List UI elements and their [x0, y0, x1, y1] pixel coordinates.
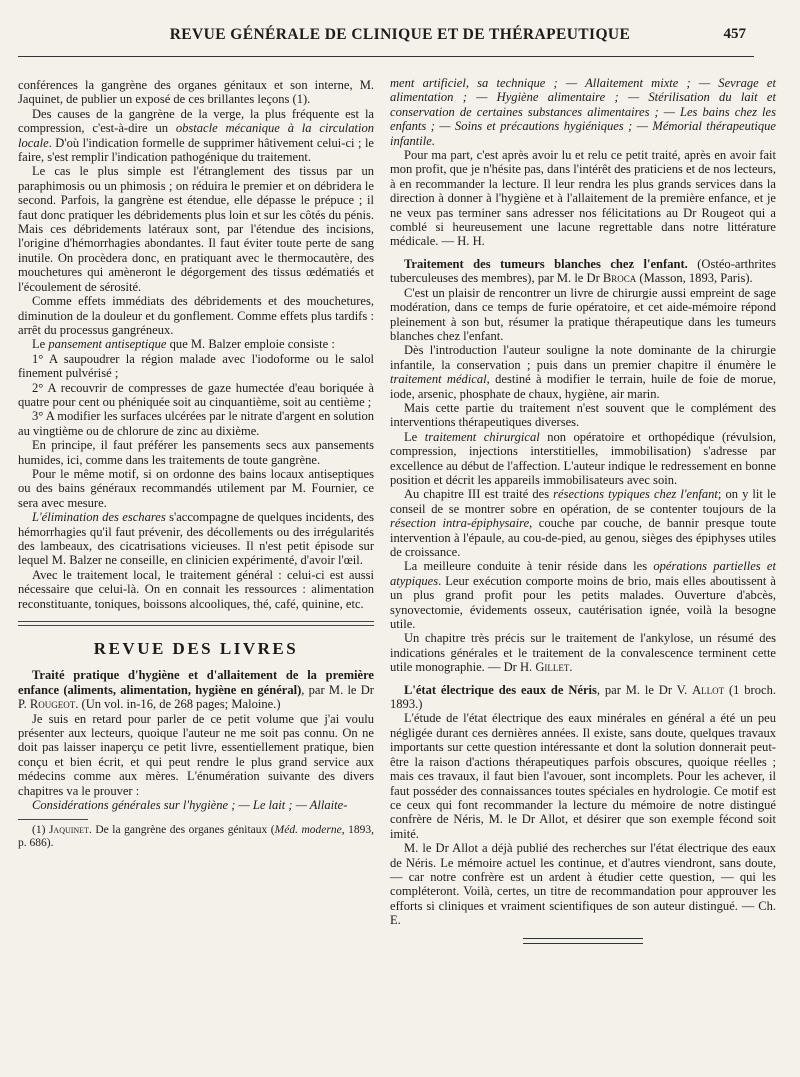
text: . D'où l'indication formelle de supprimer hâtivement celui-ci ; le faire, s'est remplir l'indication pathogénique du traitement.	[18, 135, 374, 165]
text: Des causes de la gangrène de la verge, la plus fréquente est la compression, c'est-à-dire un	[18, 106, 374, 136]
paragraph: Pour le même motif, si on ordonne des bains locaux antiseptiques ou des bains généraux recommandés utilement par M. Fournier, ce sera avec mesure.	[18, 466, 374, 510]
text: que M. Balzer emploie consiste :	[166, 337, 335, 352]
author-name: Rougeot	[29, 697, 76, 712]
paragraph	[18, 107, 374, 165]
paragraph: 2° A recouvrir de compresses de gaze humectée d'eau boriquée à quatre pour cent ou phéniquée soit au cinquantième, soit au centième ;	[18, 380, 374, 409]
emphasis: résection intra-épiphysaire	[390, 516, 530, 531]
text: .	[569, 660, 573, 675]
paragraph: Je suis en retard pour parler de ce petit volume que j'ai voulu présenter aux lecteurs, quoique l'auteur ne me soit pas connu. On ne doit pas laisser inaperçu ce petit livre, essentiellement pratique, bien conçu et bien écrit, et qui peut rendre le plus grand service aux médecins comme aux mères. L'énumération suivante des divers chapitres va le prouver :	[18, 711, 374, 798]
text: , par M. le Dr P.	[18, 682, 374, 712]
paragraph	[18, 337, 374, 351]
emphasis: traitement médical	[390, 372, 487, 387]
text: , couche par couche, de bannir presque toute intervention à l'épaule, au cou-de-pied, au genou, sièges des épiphyses utiles de croissance.	[390, 516, 777, 559]
page-header	[0, 26, 800, 54]
footnote-author: Jaquinet	[48, 823, 89, 836]
book-entry	[18, 668, 374, 711]
book-title: L'état électrique des eaux de Néris	[404, 682, 597, 697]
paragraph	[390, 343, 776, 401]
text: non opératoire et orthopédique (révulsion, compression, injections interstitielles, immobilisation) s'adresse par excellence au début de l'affection. L'auteur indique le redressement en bonne position et décrit les appareils immobilisateurs avec soin.	[390, 429, 776, 487]
text: Le	[404, 429, 425, 444]
left-column	[18, 78, 374, 851]
paragraph: Pour ma part, c'est après avoir lu et relu ce petit traité, après en avoir fait mon profit, que je n'hésite pas, dans l'intérêt des praticiens et de nos lecteurs, à en recommander la lecture. Il leur rendra les plus grands services dans la direction à donner à l'hygiène et à l'allaitement de la première enfance, et je ne veux pas terminer sans adresser nos félicitations au Dr Rougeot qui a comblé si heureusement une lacune regrettable dans notre littérature médicale. — H. H.	[390, 148, 776, 249]
book-title: Traitement des tumeurs blanches chez l'enfant.	[404, 256, 688, 271]
text: . (Un vol. in-16, de 268 pages; Maloine.)	[75, 697, 281, 712]
section-heading: REVUE DES LIVRES	[93, 639, 299, 659]
paragraph: L'étude de l'état électrique des eaux minérales en général a été un peu négligée durant ces dernières années. Il existe, sans doute, quelques travaux importants sur cette question intéressante et dont la solution donnerait peut-être la raison d'actions thérapeutiques parfois obscures, quoique réelles ; mais ces travaux, il faut bien l'avouer, sont incomplets. Pour les achever, il faut posséder des connaissances toutes spéciales en hydrologie. Ce motif est ce ceux qui font recommander la lecture du mémoire de notre distingué confrère de Néris, M. le Dr Allot, et désirer que son exemple fécond soit imité.	[390, 711, 776, 841]
text: , destiné à modifier le terrain, huile de foie de morue, iode, arsenic, phosphate de chaux, hygiène, air marin.	[390, 372, 776, 401]
right-column	[390, 76, 776, 944]
text: . Leur exécution comporte moins de brio, mais elles aboutissent à un plus grand profit pour les petits malades. Ouverture d'abcès, synovectomie, évidements osseux, cautérisation ignée, voilà la besogne utile.	[390, 573, 776, 632]
paragraph	[18, 510, 374, 568]
footnote-rule	[18, 819, 88, 820]
footnote-number: (1)	[32, 823, 49, 836]
emphasis: opérations partielles et atypiques	[390, 559, 776, 588]
book-entry	[390, 257, 776, 286]
paragraph: Le cas le plus simple est l'étranglement des tissus par un paraphimosis ou un phimosis ; on réduira le premier et on débridera le second. Parfois, la gangrène est étendue, elle dépasse le prépuce ; il faut donc pratiquer les débridements plus loin et sur les côtés du pénis. Mais ces débridements latéraux sont, par l'étendue des incisions, l'origine d'hémorrhagies abondantes. Il faut éviter toute perte de sang inutile. On procèdera donc, en pratiquant avec le thermocautère, des mouchetures qui amèneront le dégorgement des tissus œdématiés et l'écoulement de sérosité.	[18, 164, 374, 294]
emphasis: traitement chirurgical	[424, 429, 540, 444]
paragraph: C'est un plaisir de rencontrer un livre de chirurgie aussi empreint de sage modération, dans ce temps de furie opératoire, et cet aide-mémoire répond pleinement à son but, résumer la pratique thérapeutique dans les tumeurs blanches chez l'enfant.	[390, 285, 776, 343]
paragraph	[390, 487, 776, 559]
paragraph	[18, 798, 374, 812]
paragraph: Comme effets immédiats des débridements et des mouchetures, diminution de la douleur et du gonflement. Comme effets plus tardifs : arrêt du processus gangréneux.	[18, 294, 374, 337]
text: La meilleure conduite à tenir réside dans les	[404, 559, 654, 574]
emphasis: Méd. moderne	[274, 823, 342, 836]
emphasis: Considérations générales sur l'hygiène ; — Le lait ; — Allaite-	[32, 798, 348, 813]
paragraph	[390, 559, 776, 631]
text: , 1893, p. 686).	[18, 823, 374, 849]
paragraph	[390, 76, 776, 148]
book-entry	[390, 683, 776, 712]
author-name: Allot	[692, 682, 725, 697]
author-name: Gillet	[535, 660, 570, 675]
section-rule	[18, 621, 374, 626]
emphasis: résections typiques chez l'enfant	[553, 487, 718, 502]
text: Dès l'introduction l'auteur souligne la note dominante de la chirurgie infantile, la conservation ; puis dans un premier chapitre il énumère le	[390, 343, 776, 372]
text: (1 broch. 1893.)	[390, 682, 776, 712]
paragraph: 3° A modifier les surfaces ulcérées par le nitrate d'argent en solution au vingtième ou de chlorure de zinc au dixième.	[18, 409, 374, 438]
emphasis: obstacle mécanique à la circulation locale	[18, 121, 374, 150]
paragraph: En principe, il faut préférer les pansements secs aux pansements humides, ici, comme dans les traitements de toute gangrène.	[18, 438, 374, 467]
text: (Ostéo-arthrites tuberculeuses des membres), par M. le Dr	[390, 256, 776, 286]
text: s'accompagne de quelques incidents, des hémorrhagies qu'il faut prévenir, des décollements ou des irrégularités des lambeaux, des cicatrisations vicieuses. Il n'est petit épisode sur lequel M. Balzer ne conseille, en clinicien expérimenté, d'avoir l'œil.	[18, 510, 374, 568]
text: . De la gangrène des organes génitaux (	[88, 823, 275, 836]
text: Le	[32, 337, 49, 352]
emphasis: L'élimination des eschares	[32, 510, 166, 525]
footnote	[18, 824, 374, 851]
paragraph: M. le Dr Allot a déjà publié des recherches sur l'état électrique des eaux de Néris. Le mémoire actuel les continue, et d'autres viendront, sans doute, — car notre confrère est un ardent à étudier cette question, — qui les compléteront. Voilà, certes, un titre de recommandation pour approuver les efforts si cliniques et vraiment scientifiques de son auteur distingué. — Ch. E.	[390, 841, 776, 928]
paragraph: Mais cette partie du traitement n'est souvent que le complément des interventions thérapeutiques diverses.	[390, 400, 776, 430]
paragraph: Avec le traitement local, le traitement général : celui-ci est aussi nécessaire que celui-là. On en connait les ressources : alimentation reconstituante, toniques, boissons alcooliques, thé, café, quinine, etc.	[18, 567, 374, 611]
end-rule	[523, 938, 643, 944]
text: , par M. le Dr V.	[596, 682, 693, 697]
text: (Masson, 1893, Paris).	[636, 271, 753, 286]
text: ; on y lit le conseil de se montrer sobre en opération, de se contenter toujours de la	[390, 487, 777, 516]
paragraph: 1° A saupoudrer la région malade avec l'iodoforme ou le salol finement pulvérisé ;	[18, 351, 374, 381]
book-title: Traité pratique d'hygiène et d'allaitement de la première enfance (aliments, alimentation, hygiène en général)	[18, 668, 374, 697]
author-name: Broca	[602, 271, 637, 286]
emphasis: pansement antiseptique	[48, 337, 167, 352]
page-number: 457	[723, 26, 746, 42]
running-title: REVUE GÉNÉRALE DE CLINIQUE ET DE THÉRAPEUTIQUE	[169, 26, 631, 43]
header-rule	[18, 56, 754, 57]
text: Un chapitre très précis sur le traitement de l'ankylose, un résumé des indications générales et le traitement de la convalescence terminent cette utile monographie. — Dr H.	[390, 631, 776, 675]
paragraph: conférences la gangrène des organes génitaux et son interne, M. Jaquinet, de publier un exposé de ces brillantes leçons (1).	[18, 78, 374, 107]
text: Au chapitre III est traité des	[404, 487, 554, 502]
paragraph	[390, 430, 776, 488]
paragraph	[390, 631, 776, 674]
emphasis: ment artificiel, sa technique ; — Allaitement mixte ; — Sevrage et alimentation ; — Hygiène alimentaire ; — Stérilisation du lait et conservation de certaines substances alimentaires ; — Les bains chez les enfants ; — Soins et précautions hygiéniques ; — Mémorial thérapeutique infantile.	[390, 76, 776, 148]
